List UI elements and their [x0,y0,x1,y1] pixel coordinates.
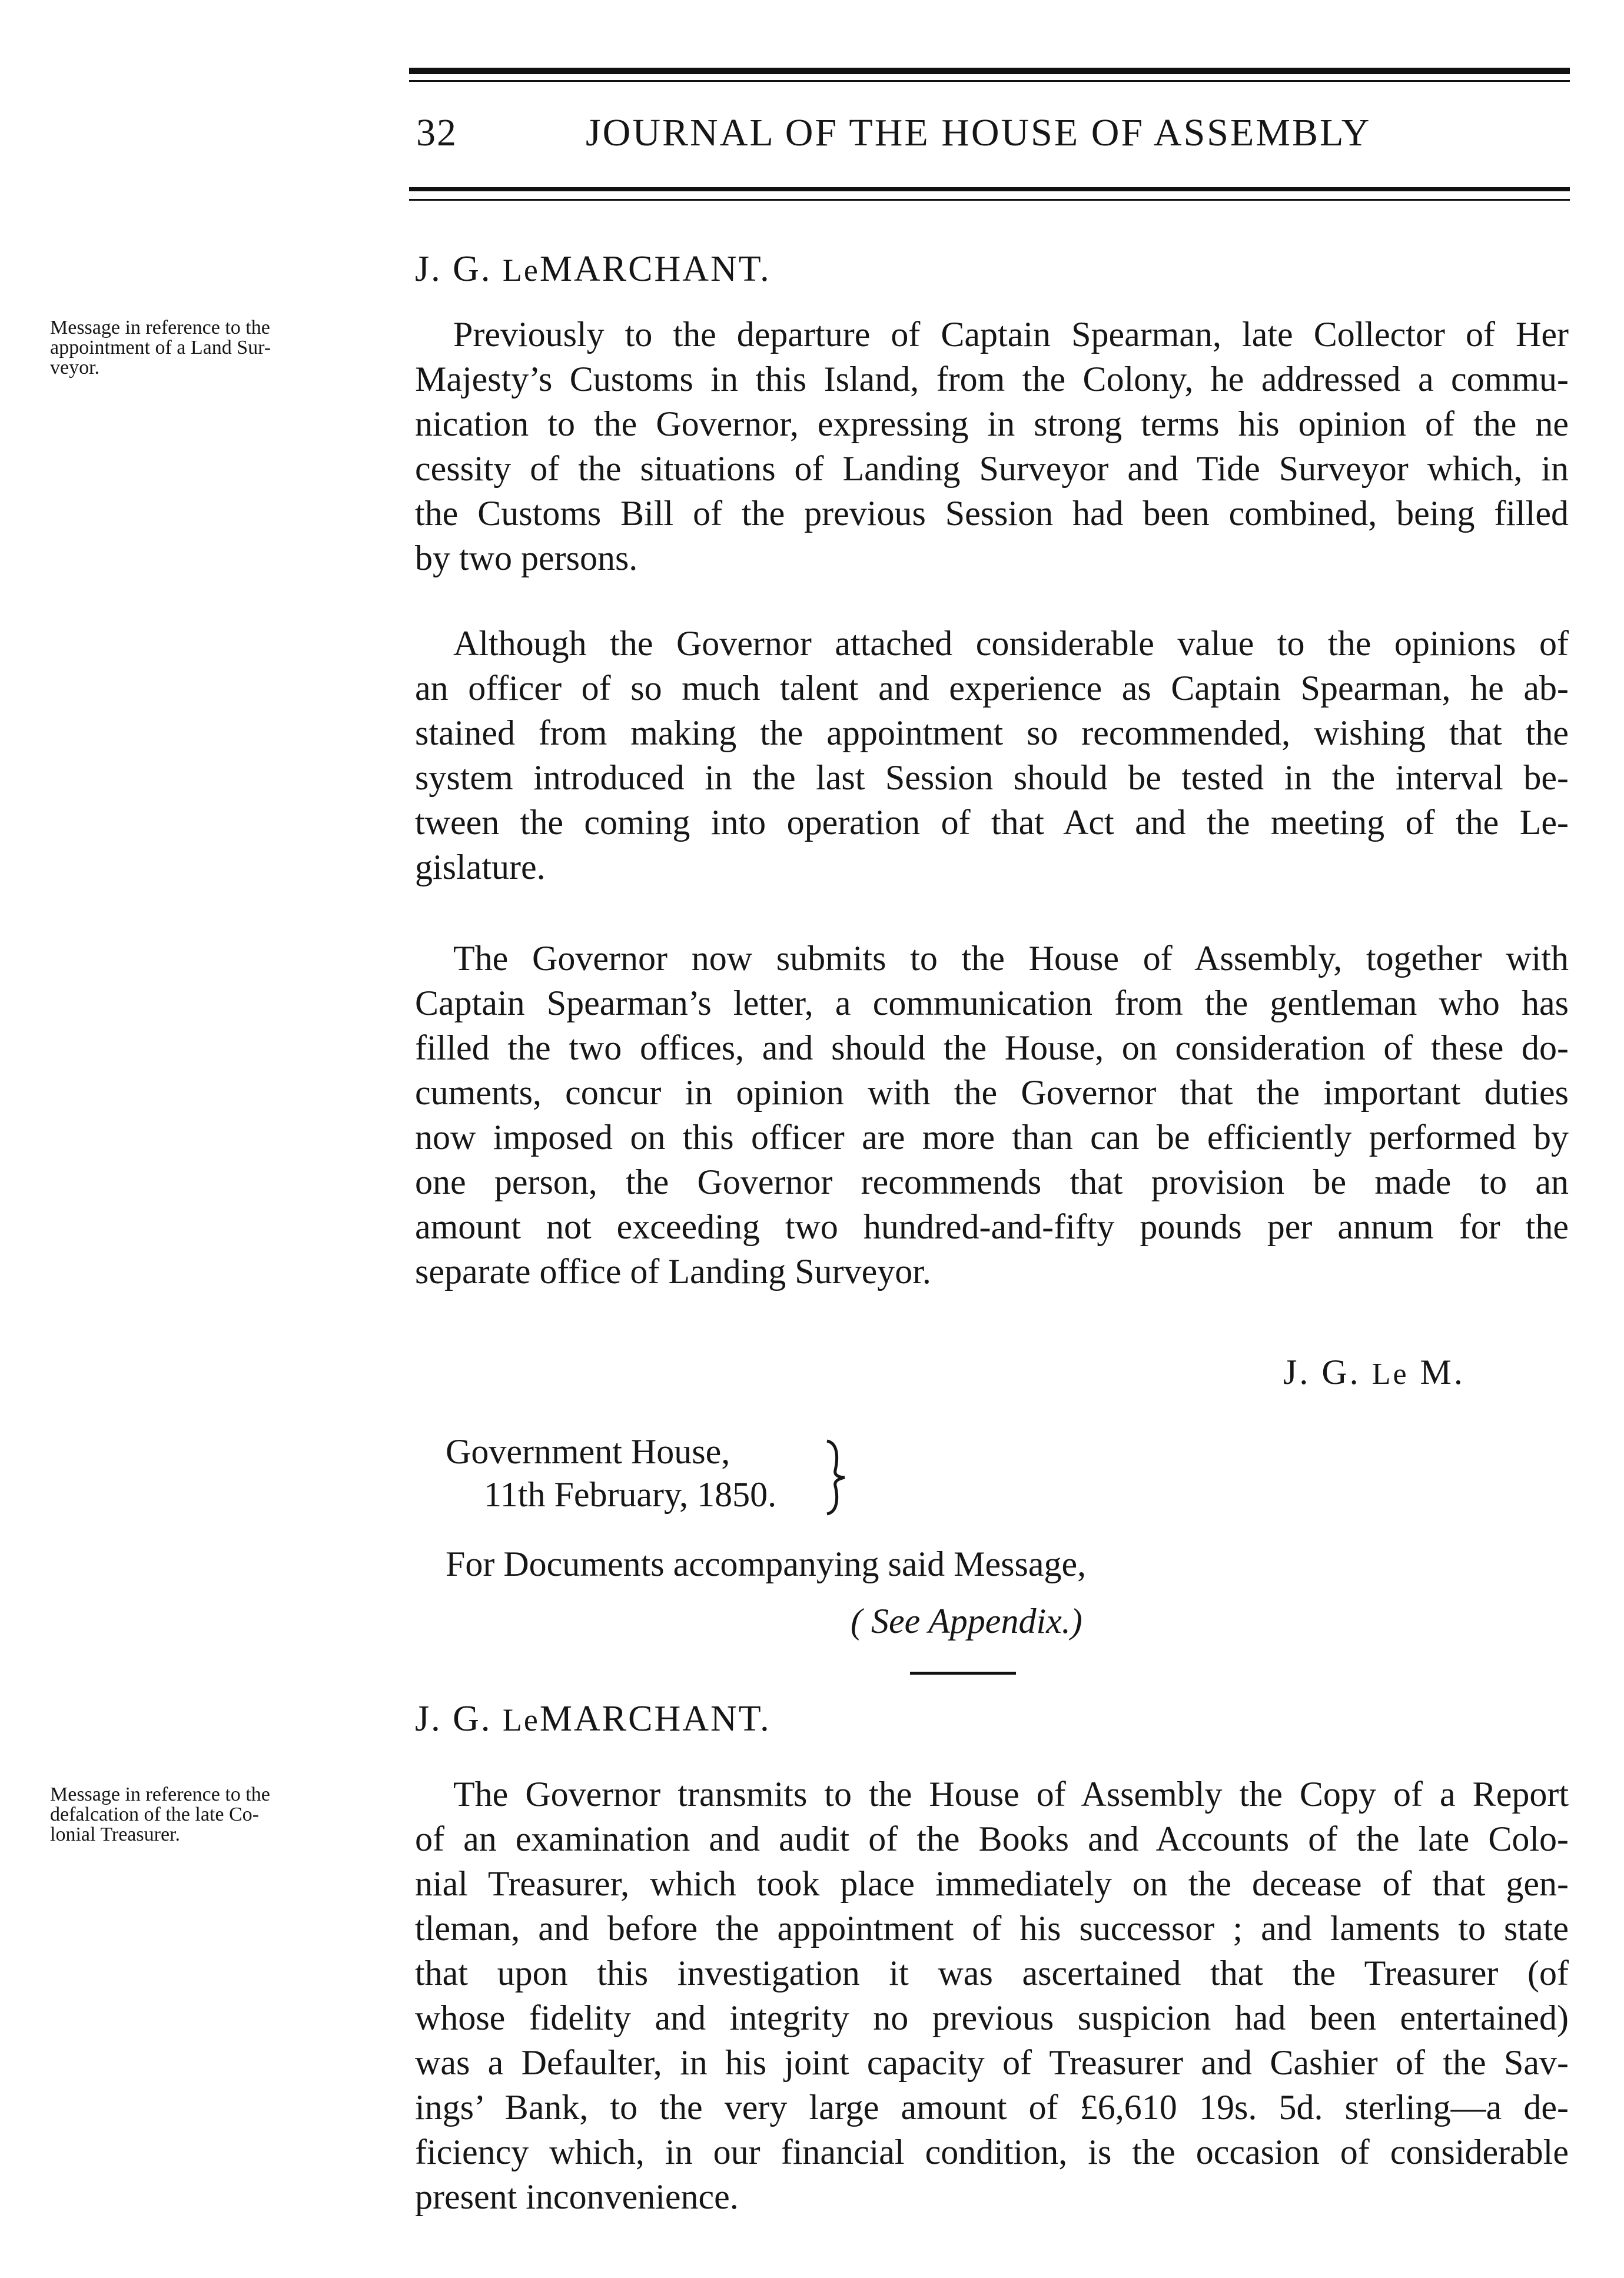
message-2-heading: J. G. LeMARCHANT. [415,1699,771,1739]
text-line: tleman, and before the appointment of his successor ; and laments to state [415,1909,1569,1948]
text-line: The Governor now submits to the House of Assembly, together with [453,939,1569,978]
text-line: an officer of so much talent and experience as Captain Spearman, he ab- [415,669,1569,708]
section-divider [910,1672,1016,1675]
text-line: gislature. [415,848,546,886]
text-line: system introduced in the last Session should be tested in the interval be- [415,758,1569,797]
margin-note-line: defalcation of the late Co- [50,1804,259,1825]
signature-initials: J. G. Le M. [1283,1353,1465,1392]
text-line: separate office of Landing Surveyor. [415,1252,931,1291]
text-line: The Governor transmits to the House of Assembly the Copy of a Report [453,1775,1569,1814]
text-line: whose fidelity and integrity no previous suspicion had been entertained) [415,1998,1569,2037]
header-rule-bottom-thick [409,187,1570,191]
text-line: ings’ Bank, to the very large amount of £6,610 19s. 5d. sterling—a de- [415,2088,1569,2127]
page-number: 32 [416,111,457,154]
header-rule-top-thin [409,80,1570,82]
margin-note-line: Message in reference to the [50,1784,270,1805]
text-line: Although the Governor attached considerable value to the opinions of [453,624,1569,663]
text-line: cessity of the situations of Landing Surveyor and Tide Surveyor which, in [415,449,1569,488]
text-line: that upon this investigation it was ascertained that the Treasurer (of [415,1954,1569,1993]
text-line: ficiency which, in our financial condition, is the occasion of considerable [415,2133,1569,2171]
margin-note-line: veyor. [50,357,100,378]
text-line: present inconvenience. [415,2177,739,2216]
address-line: Government House, [446,1432,730,1471]
text-line: stained from making the appointment so recommended, wishing that the [415,713,1569,752]
address-line: 11th February, 1850. [484,1475,777,1514]
appendix-reference: ( See Appendix.) [851,1602,1082,1641]
text-line: tween the coming into operation of that Act and the meeting of the Le- [415,803,1569,842]
text-line: filled the two offices, and should the House, on consideration of these do- [415,1028,1569,1067]
message-1-heading: J. G. LeMARCHANT. [415,249,771,289]
text-line: was a Defaulter, in his joint capacity of Treasurer and Cashier of the Sav- [415,2043,1569,2082]
text-line: Previously to the departure of Captain Spearman, late Collector of Her [453,315,1569,354]
text-line: by two persons. [415,539,638,577]
text-line: nication to the Governor, expressing in strong terms his opinion of the ne [415,404,1569,443]
text-line: amount not exceeding two hundred-and-fifty pounds per annum for the [415,1207,1569,1246]
documents-note: For Documents accompanying said Message, [446,1545,1087,1583]
margin-note-line: appointment of a Land Sur- [50,337,271,358]
text-line: Majesty’s Customs in this Island, from the Colony, he addressed a commu- [415,360,1569,399]
text-line: nial Treasurer, which took place immediately on the decease of that gen- [415,1864,1569,1903]
margin-note-line: lonial Treasurer. [50,1824,180,1845]
margin-note-line: Message in reference to the [50,317,270,338]
text-line: of an examination and audit of the Books and Accounts of the late Colo- [415,1819,1569,1858]
text-line: now imposed on this officer are more than can be efficiently performed by [415,1118,1569,1157]
text-line: one person, the Governor recommends that provision be made to an [415,1163,1569,1201]
text-line: Captain Spearman’s letter, a communication from the gentleman who has [415,984,1569,1022]
text-line: the Customs Bill of the previous Session had been combined, being filled [415,494,1569,533]
curly-brace-icon [821,1436,851,1519]
text-line: cuments, concur in opinion with the Governor that the important duties [415,1073,1569,1112]
header-rule-bottom-thin [409,199,1570,201]
header-rule-top-thick [409,68,1570,74]
running-head [409,111,1570,170]
running-title: JOURNAL OF THE HOUSE OF ASSEMBLY [586,111,1371,154]
